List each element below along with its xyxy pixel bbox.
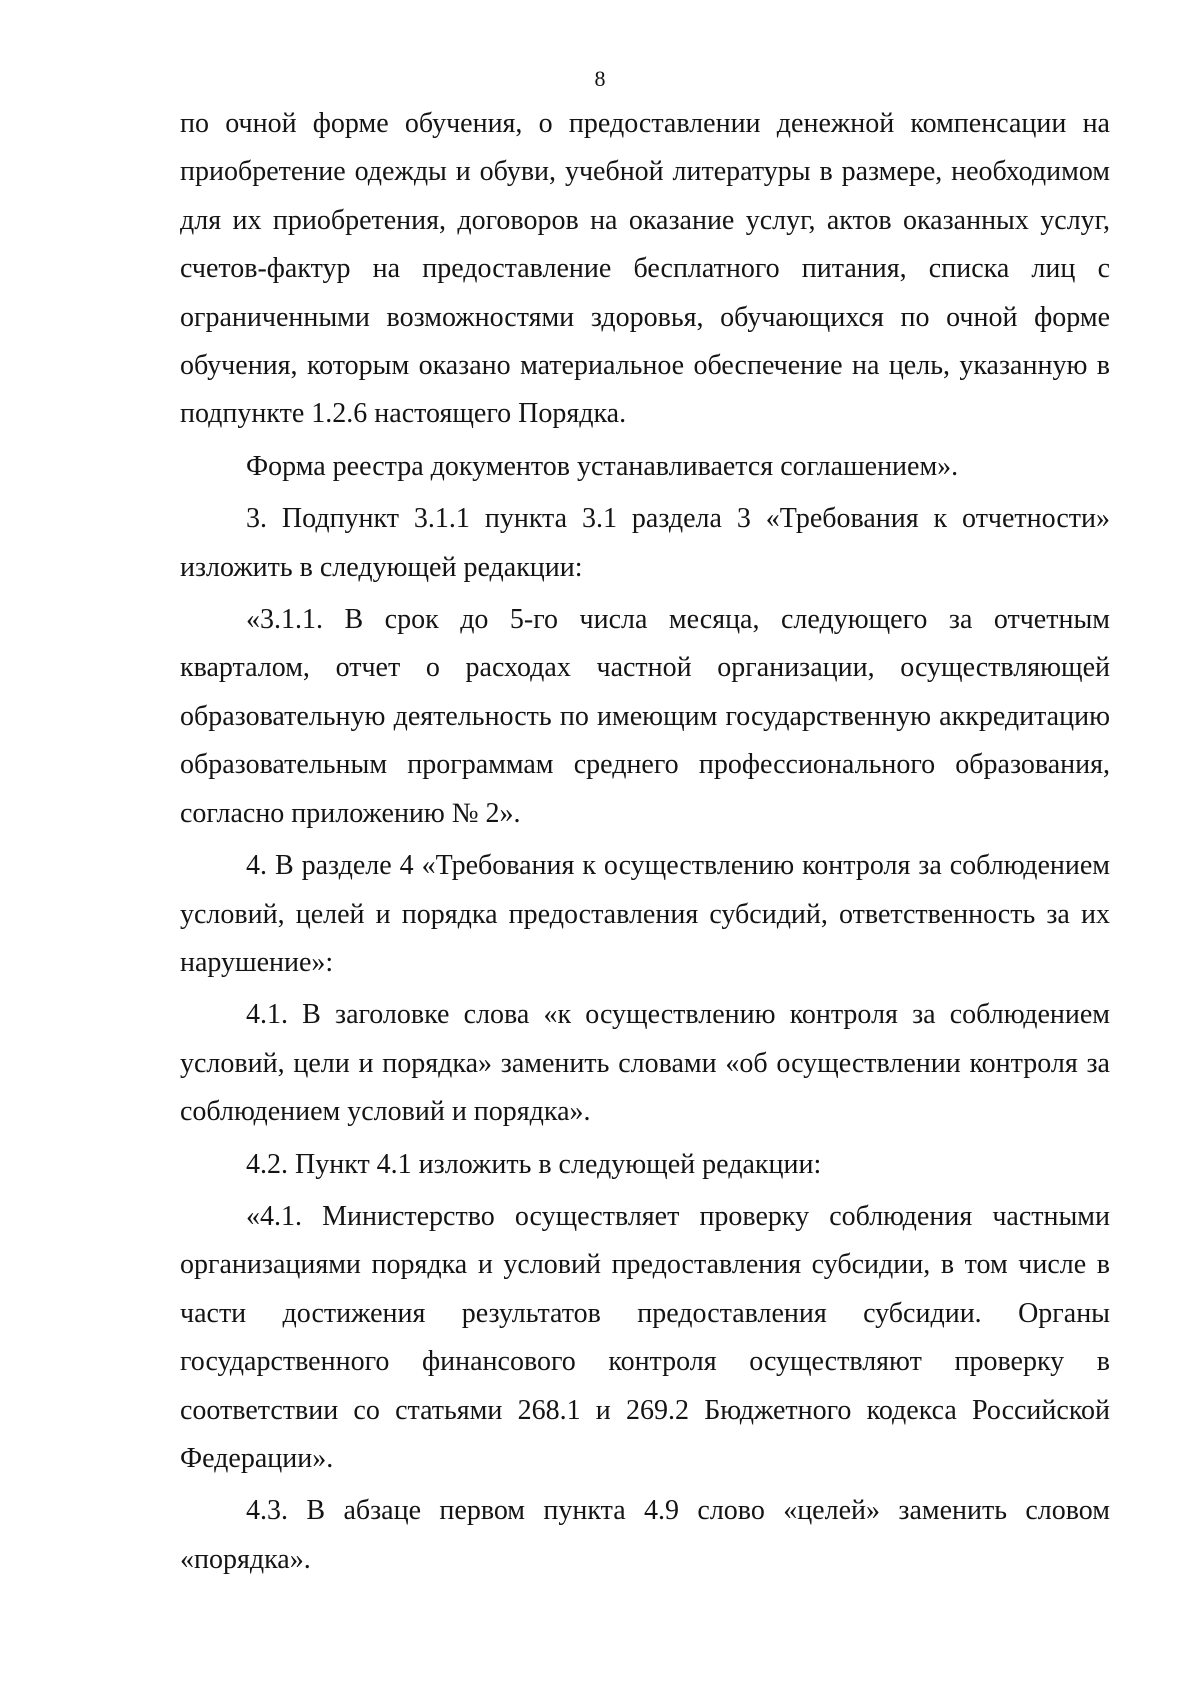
paragraph-item-3: 3. Подпункт 3.1.1 пункта 3.1 раздела 3 «Требования к отчетности» изложить в следующей редакции: [180,503,1110,583]
paragraph-item-4-1: 4.1. В заголовке слова «к осуществлению контроля за соблюдением условий, цели и порядка» заменить словами «об осуществлении контроля за соблюдением условий и порядка». [180,999,1110,1128]
paragraph-continuation: по очной форме обучения, о предоставлении денежной компенсации на приобретение одежды и обуви, учебной литературы в размере, необходимом для их приобретения, договоров на оказание услуг, актов оказанных услуг, счетов-фактур на предоставление бесплатного питания, списка лиц с ограниченными возможностями здоровья, обучающихся по очной форме обучения, которым оказано материальное обеспечение на цель, указанную в подпункте 1.2.6 настоящего Порядка. [180,108,1110,430]
paragraph-item-4: 4. В разделе 4 «Требования к осуществлению контроля за соблюдением условий, целей и порядка предоставления субсидий, ответственность за их нарушение»: [180,850,1110,978]
paragraph-item-4-1-new: «4.1. Министерство осуществляет проверку соблюдения частными организациями порядка и условий предоставления субсидии, в том числе в части достижения результатов предоставления субсидии. Органы государственного финансового контроля осуществляют проверку в соответствии со статьями 268.1 и 269.2 Бюджетного кодекса Российской Федерации». [180,1200,1110,1474]
document-body [180,100,1110,1584]
paragraph-registry-form: Форма реестра документов устанавливается соглашением». [246,450,959,482]
page-number: 8 [594,66,606,91]
paragraph-item-4-2: 4.2. Пункт 4.1 изложить в следующей редакции: [246,1148,822,1180]
paragraph-item-4-3: 4.3. В абзаце первом пункта 4.9 слово «целей» заменить словом «порядка». [180,1495,1110,1575]
paragraph-item-3-1-1: «3.1.1. В срок до 5-го числа месяца, следующего за отчетным кварталом, отчет о расходах частной организации, осуществляющей образовательную деятельность по имеющим государственную аккредитацию образовательным программам среднего профессионального образования, согласно приложению № 2». [180,604,1110,829]
